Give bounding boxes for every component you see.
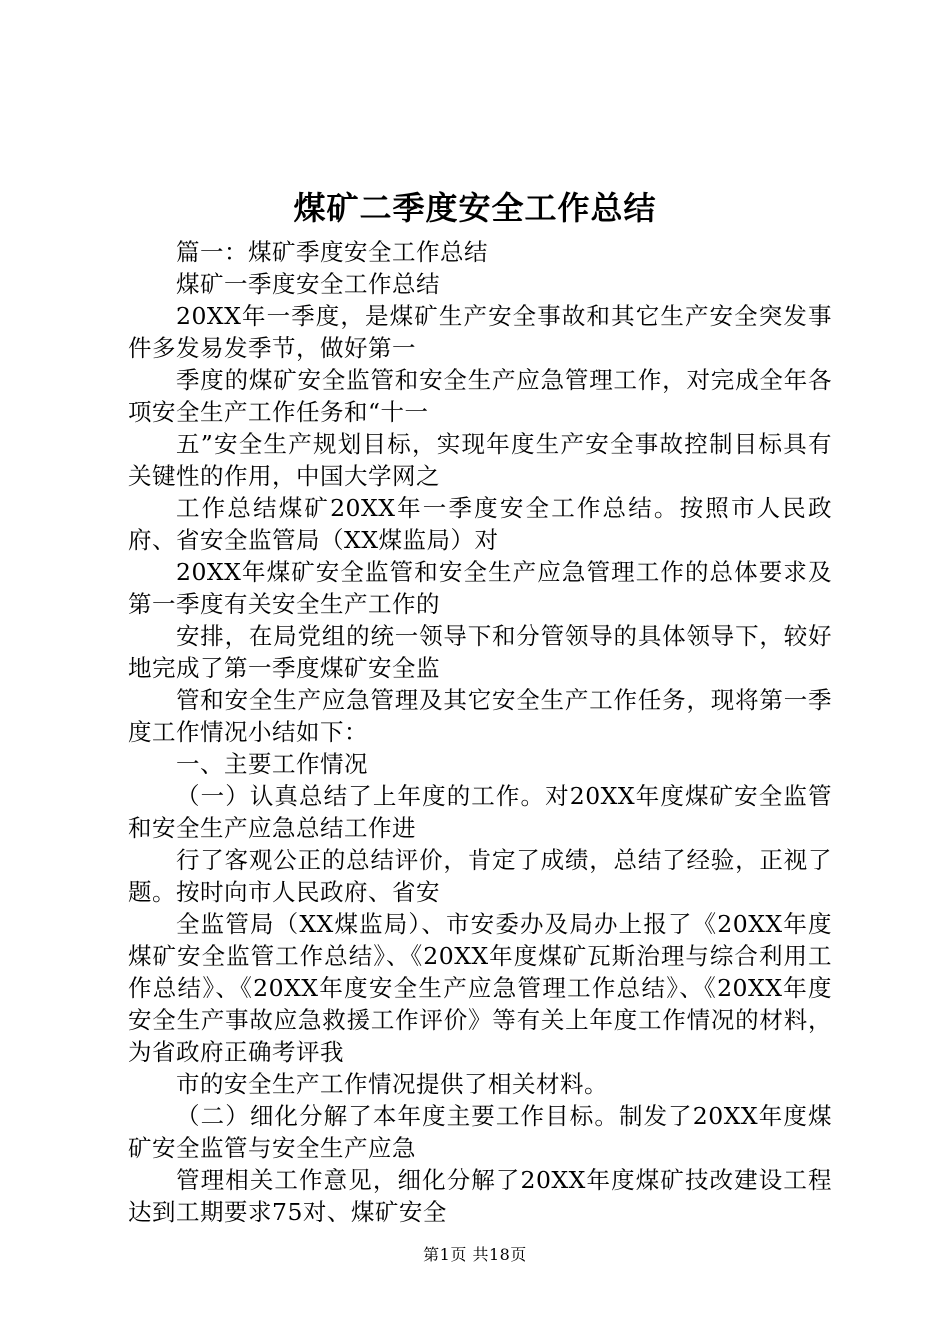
paragraph: 五”安全生产规划目标，实现年度生产安全事故控制目标具有关键性的作用，中国大学网之 — [128, 430, 832, 490]
paragraph: 20XX年煤矿安全监管和安全生产应急管理工作的总体要求及第一季度有关安全生产工作的 — [128, 558, 832, 618]
document-title: 煤矿二季度安全工作总结 — [293, 189, 657, 227]
paragraph: （二）细化分解了本年度主要工作目标。制发了20XX年度煤矿安全监管与安全生产应急 — [128, 1102, 832, 1162]
paragraph: 季度的煤矿安全监管和安全生产应急管理工作，对完成全年各项安全生产工作任务和“十一 — [128, 366, 832, 426]
paragraph: 20XX年一季度，是煤矿生产安全事故和其它生产安全突发事件多发易发季节，做好第一 — [128, 302, 832, 362]
paragraph: 工作总结煤矿20XX年一季度安全工作总结。按照市人民政府、省安全监管局（XX煤监局）对 — [128, 494, 832, 554]
paragraph: 行了客观公正的总结评价，肯定了成绩，总结了经验，正视了题。按时向市人民政府、省安 — [128, 846, 832, 906]
paragraph: 市的安全生产工作情况提供了相关材料。 — [176, 1070, 608, 1098]
paragraph: 管和安全生产应急管理及其它安全生产工作任务，现将第一季度工作情况小结如下： — [128, 686, 832, 746]
paragraph: 全监管局（XX煤监局）、市安委办及局办上报了《20XX年度煤矿安全监管工作总结》、《20XX年度煤矿瓦斯治理与综合利用工作总结》、《20XX年度安全生产应急管理工作总结》、《20XX年度安全生产事故应急救援工作评价》等有关上年度工作情况的材料，为省政府正确考评我 — [128, 910, 832, 1066]
paragraph: 管理相关工作意见，细化分解了20XX年度煤矿技改建设工程达到工期要求75对、煤矿安全 — [128, 1166, 832, 1226]
paragraph: 煤矿一季度安全工作总结 — [176, 270, 440, 298]
paragraph: （一）认真总结了上年度的工作。对20XX年度煤矿安全监管和安全生产应急总结工作进 — [128, 782, 832, 842]
page-number-footer: 第1页 共18页 — [423, 1245, 527, 1264]
section-heading: 一、主要工作情况 — [176, 750, 368, 778]
paragraph: 安排，在局党组的统一领导下和分管领导的具体领导下，较好地完成了第一季度煤矿安全监 — [128, 622, 832, 682]
paragraph: 篇一：煤矿季度安全工作总结 — [176, 238, 488, 266]
document-body — [128, 236, 832, 1228]
